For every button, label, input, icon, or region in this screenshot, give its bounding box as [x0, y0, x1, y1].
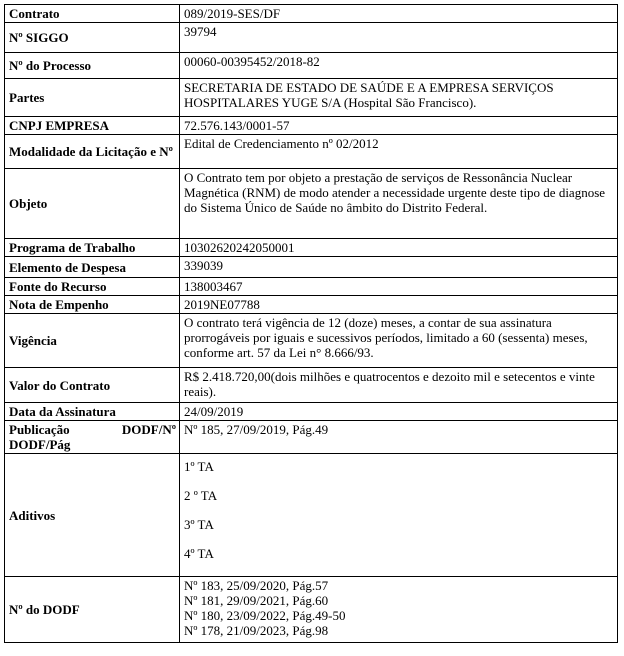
processo-value: 00060-00395452/2018-82 [180, 53, 618, 79]
aditivo-item: 3º TA [184, 517, 214, 532]
fonte-label: Fonte do Recurso [5, 278, 180, 296]
table-row [5, 169, 618, 239]
siggo-label: Nº SIGGO [5, 23, 180, 53]
valor-value: R$ 2.418.720,00(dois milhões e quatrocentos e dezoito mil e setecentos e vinte reais). [180, 368, 618, 403]
valor-label: Valor do Contrato [5, 368, 180, 403]
contrato-value: 089/2019-SES/DF [180, 5, 618, 23]
contract-summary-table [4, 4, 618, 643]
programa-label: Programa de Trabalho [5, 239, 180, 257]
publicacao-label-dodf: DODF/Nº [121, 422, 176, 437]
publicacao-label-word: Publicação [9, 422, 70, 437]
table-row [5, 454, 618, 577]
aditivo-item: 1º TA [184, 459, 214, 474]
table-row [5, 239, 618, 257]
vigencia-label: Vigência [5, 314, 180, 368]
aditivos-list [180, 454, 618, 577]
publicacao-label-line2: DODF/Pág [9, 437, 71, 452]
contrato-label: Contrato [5, 5, 180, 23]
empenho-value: 2019NE07788 [180, 296, 618, 314]
publicacao-value: Nº 185, 27/09/2019, Pág.49 [180, 421, 618, 454]
aditivo-item: 2 º TA [184, 488, 218, 503]
table-row [5, 368, 618, 403]
table-row [5, 278, 618, 296]
objeto-value: O Contrato tem por objeto a prestação de serviços de Ressonância Nuclear Magnética (RNM) de modo atender a necessidade urgente deste tipo de diagnose do Sistema Único de Saúde no âmbito do Distrito Federal. [180, 169, 618, 239]
assinatura-value: 24/09/2019 [180, 403, 618, 421]
vigencia-value: O contrato terá vigência de 12 (doze) meses, a contar de sua assinatura prorrogáveis por iguais e sucessivos períodos, limitado a 60 (sessenta) meses, conforme art. 57 da Lei n° 8.666/93. [180, 314, 618, 368]
programa-value: 10302620242050001 [180, 239, 618, 257]
modalidade-value: Edital de Credenciamento nº 02/2012 [180, 135, 618, 169]
aditivos-label: Aditivos [5, 454, 180, 577]
assinatura-label: Data da Assinatura [5, 403, 180, 421]
table-row [5, 117, 618, 135]
elemento-label: Elemento de Despesa [5, 257, 180, 278]
partes-value: SECRETARIA DE ESTADO DE SAÚDE E A EMPRESA SERVIÇOS HOSPITALARES YUGE S/A (Hospital São Francisco). [180, 79, 618, 117]
dodf-item: Nº 178, 21/09/2023, Pág.98 [184, 623, 329, 638]
objeto-label: Objeto [5, 169, 180, 239]
siggo-value: 39794 [180, 23, 618, 53]
table-row [5, 5, 618, 23]
table-row [5, 257, 618, 278]
dodf-item: Nº 180, 23/09/2022, Pág.49-50 [184, 608, 346, 623]
cnpj-value: 72.576.143/0001-57 [180, 117, 618, 135]
processo-label: Nº do Processo [5, 53, 180, 79]
dodf-list [180, 577, 618, 643]
modalidade-label: Modalidade da Licitação e Nº [5, 135, 180, 169]
publicacao-label [5, 421, 180, 454]
table-row [5, 421, 618, 454]
table-row [5, 403, 618, 421]
dodf-item: Nº 183, 25/09/2020, Pág.57 [184, 578, 329, 593]
fonte-value: 138003467 [180, 278, 618, 296]
table-row [5, 53, 618, 79]
aditivo-item: 4º TA [184, 546, 214, 561]
dodf-label: Nº do DODF [5, 577, 180, 643]
table-row [5, 23, 618, 53]
table-row [5, 135, 618, 169]
table-row [5, 79, 618, 117]
empenho-label: Nota de Empenho [5, 296, 180, 314]
publicacao-label-line1 [9, 422, 176, 437]
table-row [5, 577, 618, 643]
partes-label: Partes [5, 79, 180, 117]
cnpj-label: CNPJ EMPRESA [5, 117, 180, 135]
dodf-item: Nº 181, 29/09/2021, Pág.60 [184, 593, 329, 608]
table-row [5, 296, 618, 314]
elemento-value: 339039 [180, 257, 618, 278]
table-row [5, 314, 618, 368]
